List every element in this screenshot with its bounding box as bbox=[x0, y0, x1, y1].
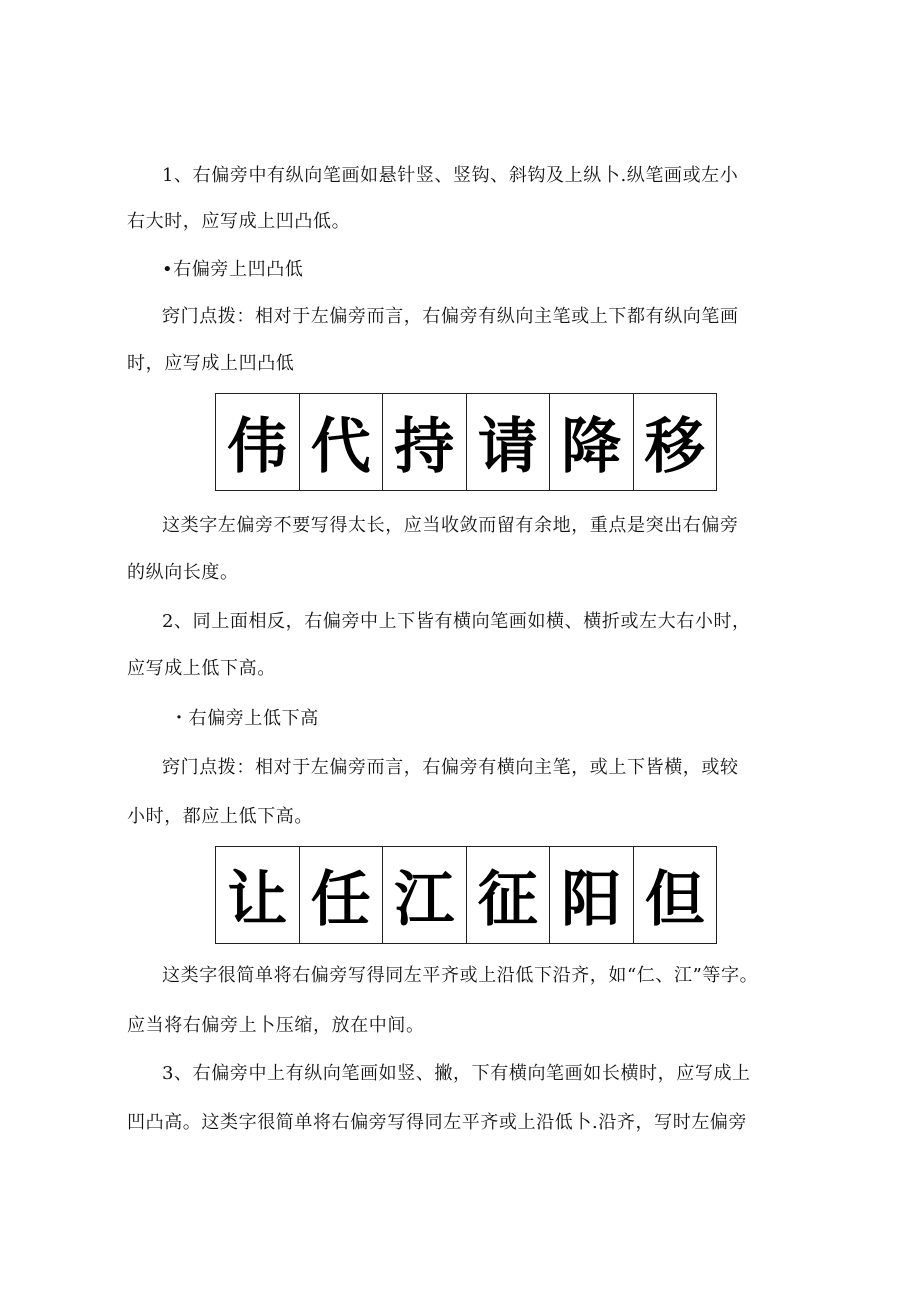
paragraph-line: 这类字左偏旁不要写得太长，应当收敛而留有余地，重点是突出右偏旁 bbox=[162, 515, 739, 536]
example-character: 代 bbox=[300, 394, 384, 490]
example-character: 降 bbox=[550, 394, 634, 490]
example-character: 任 bbox=[300, 847, 384, 943]
paragraph-line: 的纵向长度。 bbox=[127, 562, 239, 583]
paragraph-line: 凹凸高。这类字很简单将右偏旁写得同左平齐或上沿低卜.沿齐，写时左偏旁 bbox=[127, 1112, 748, 1133]
tip-line: 时，应写成上凹凸低 bbox=[127, 353, 295, 374]
paragraph-line: 应当将右偏旁上卜压缩，放在中间。 bbox=[127, 1015, 425, 1036]
section-heading: ・右偏旁上低下高 bbox=[170, 708, 319, 729]
paragraph-line: 3、右偏旁中上有纵向笔画如竖、撇，下有横向笔画如长横时，应写成上 bbox=[162, 1063, 751, 1084]
tip-line: 窍门点拨：相对于左偏旁而言，右偏旁有横向主笔，或上下皆横，或较 bbox=[162, 757, 739, 778]
paragraph-line: 2、同上面相反，右偏旁中上下皆有横向笔画如横、横折或左大右小时， bbox=[162, 611, 751, 632]
example-character: 征 bbox=[467, 847, 551, 943]
example-character: 江 bbox=[383, 847, 467, 943]
paragraph-line: 应写成上低下高。 bbox=[127, 658, 276, 679]
example-character: 伟 bbox=[216, 394, 300, 490]
example-character: 请 bbox=[467, 394, 551, 490]
example-character: 持 bbox=[383, 394, 467, 490]
paragraph-line: 这类字很简单将右偏旁写得同左平齐或上沿低下沿齐，如“仁、江”等字。 bbox=[162, 965, 759, 986]
paragraph-line: 1、右偏旁中有纵向笔画如悬针竖、竖钩、斜钩及上纵卜.纵笔画或左小 bbox=[162, 165, 739, 186]
example-character: 但 bbox=[644, 865, 705, 935]
tip-line: 小时，都应上低下高。 bbox=[127, 806, 313, 827]
example-character: 移 bbox=[644, 412, 705, 482]
tip-line: 窍门点拨：相对于左偏旁而言，右偏旁有纵向主笔或上下都有纵向笔画 bbox=[162, 306, 739, 327]
example-character: 让 bbox=[216, 847, 300, 943]
example-character-grid bbox=[215, 393, 717, 491]
section-heading: •右偏旁上凹凸低 bbox=[162, 259, 304, 280]
example-character: 阳 bbox=[550, 847, 634, 943]
paragraph-line: 右大时，应写成上凹凸低。 bbox=[127, 211, 351, 232]
example-character-grid bbox=[215, 846, 717, 944]
